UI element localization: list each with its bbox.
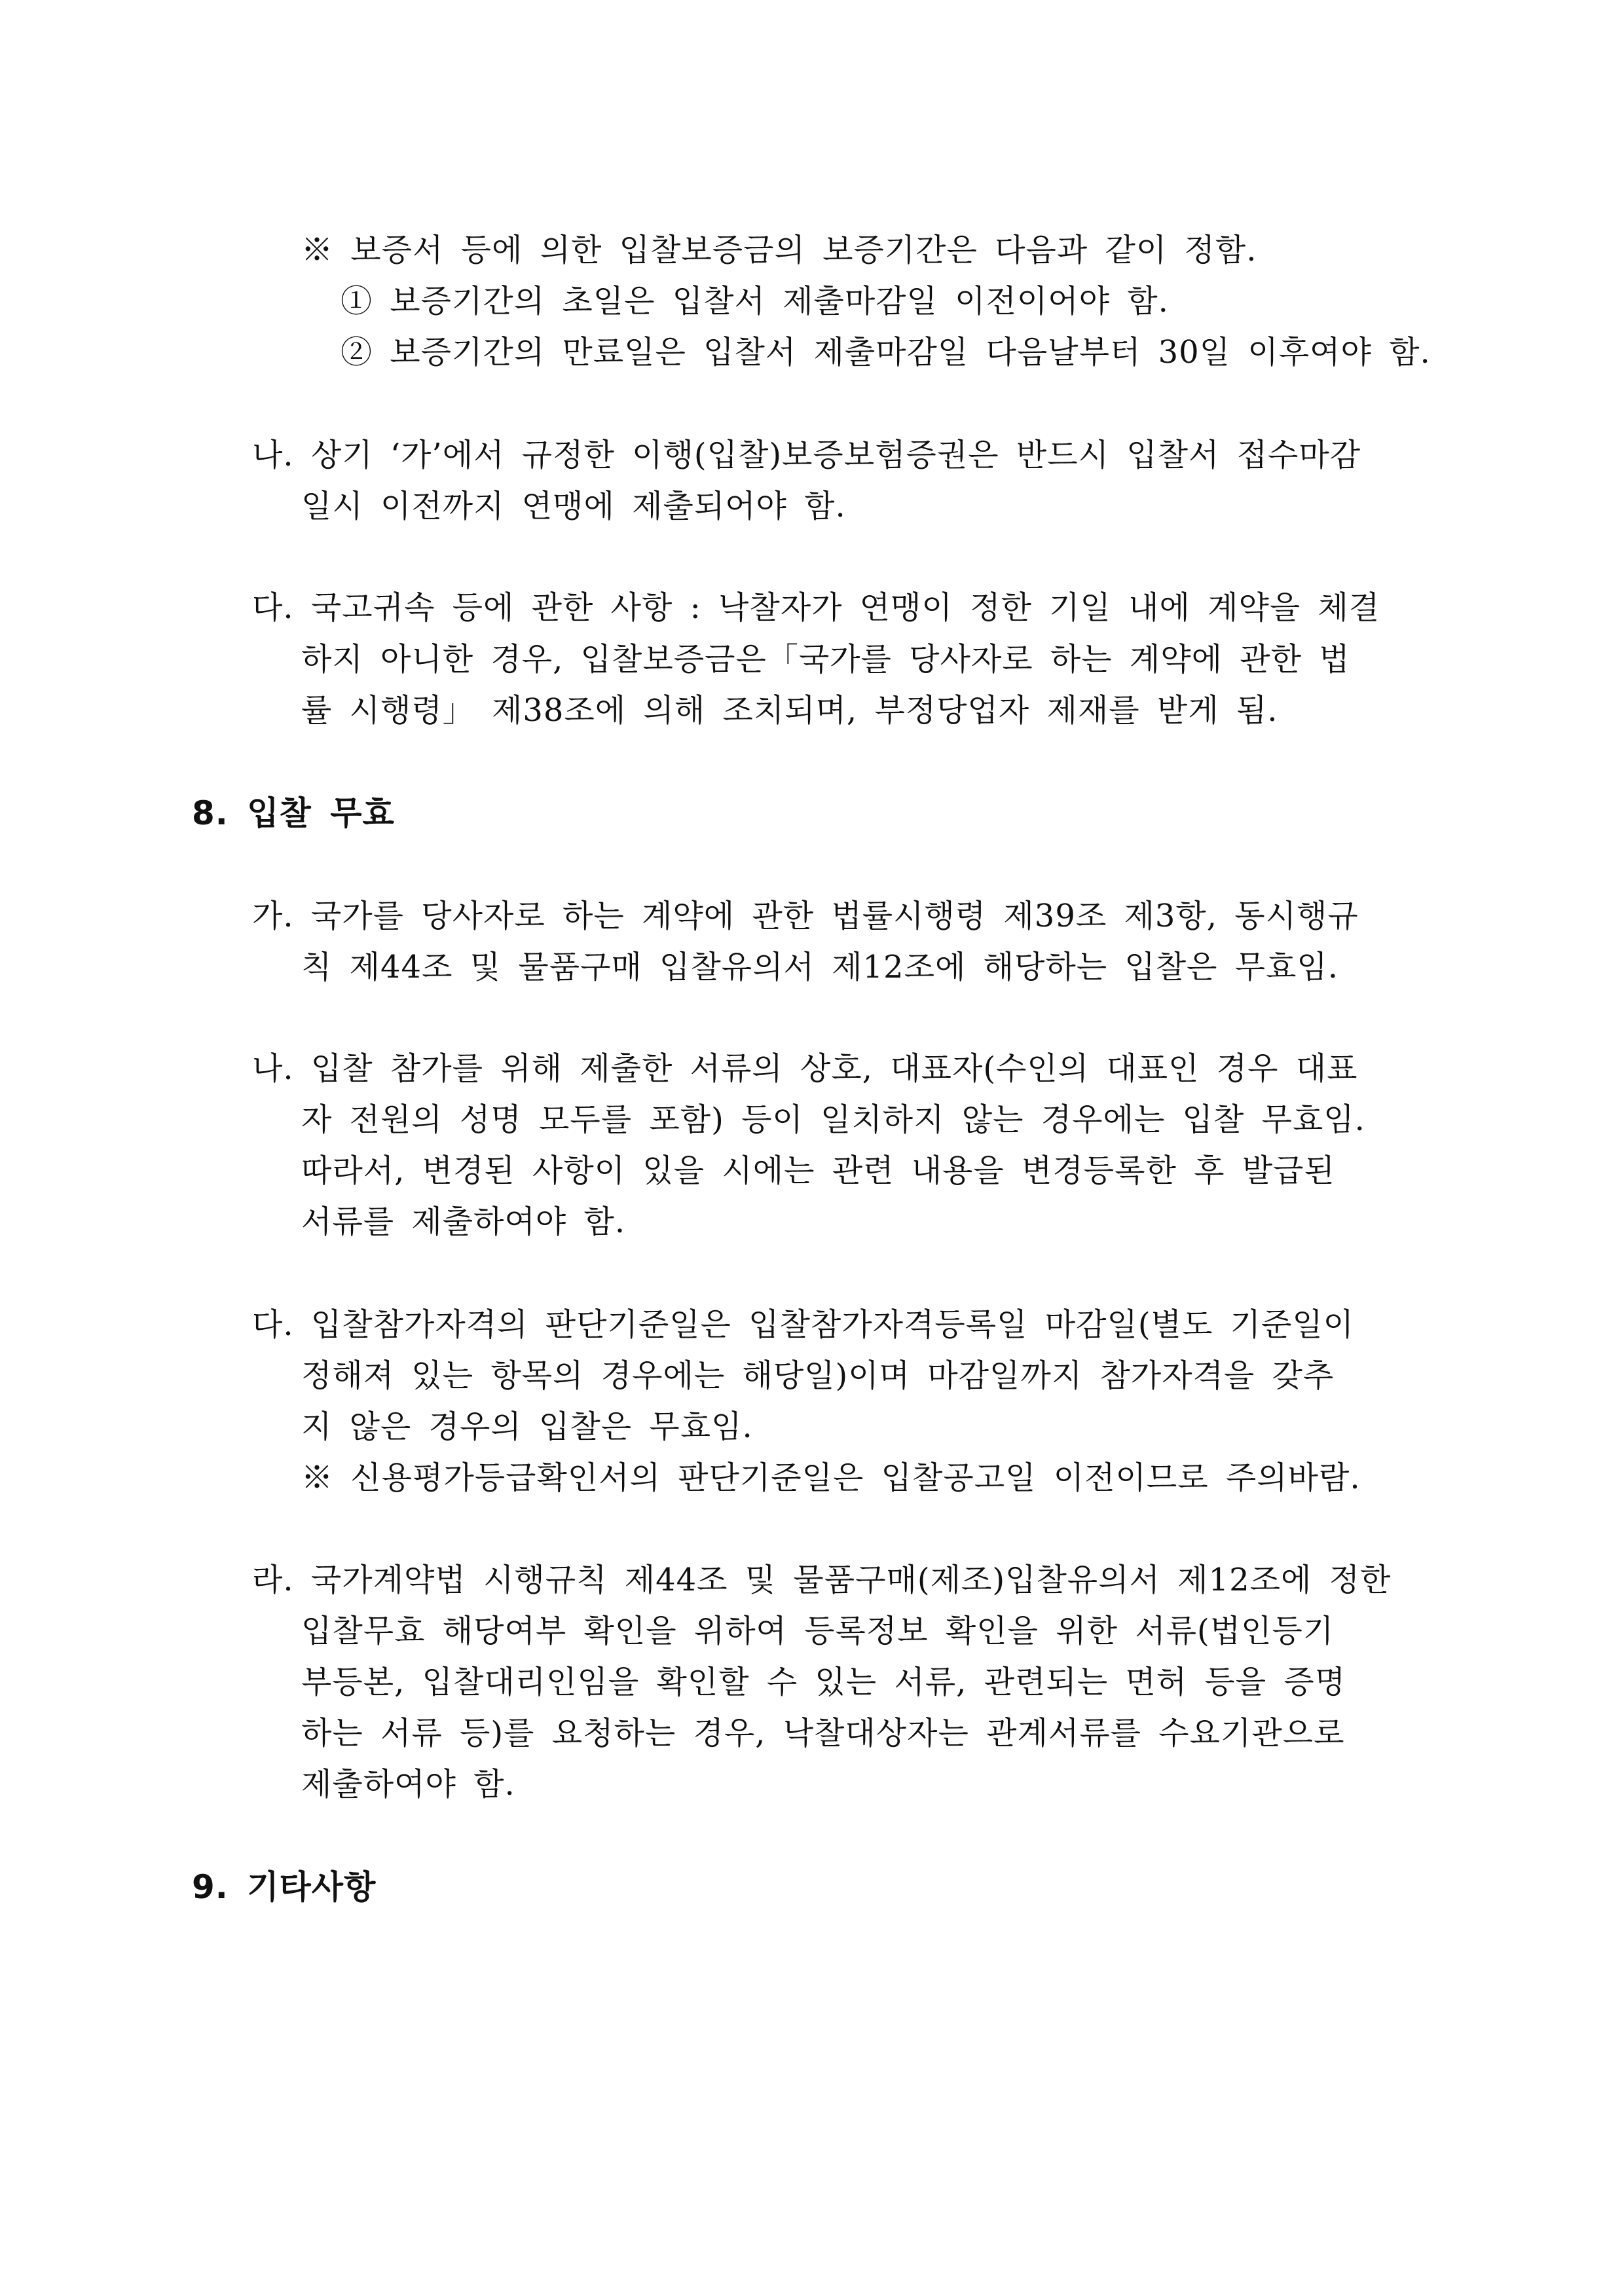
section7-item-da-line-2: 하지 아니한 경우, 입찰보증금은「국가를 당사자로 하는 계약에 관한 법 [301, 641, 1350, 678]
section8-title: 8. 입찰 무효 [192, 794, 395, 832]
section8-item-na-line-3: 따라서, 변경된 사항이 있을 시에는 관련 내용을 변경등록한 후 발급된 [301, 1152, 1335, 1189]
section8-item-da-line-1: 다. 입찰참가자격의 판단기준일은 입찰참가자격등록일 마감일(별도 기준일이 [252, 1306, 1355, 1343]
section8-item-na-line-2: 자 전원의 성명 모두를 포함) 등이 일치하지 않는 경우에는 입찰 무효임. [301, 1101, 1365, 1138]
section8-item-ra-line-2: 입찰무효 해당여부 확인을 위하여 등록정보 확인을 위한 서류(법인등기 [301, 1613, 1335, 1649]
section7-item-na-line-2: 일시 이전까지 연맹에 제출되어야 함. [301, 488, 846, 524]
section8-item-na-line-1: 나. 입찰 참가를 위해 제출한 서류의 상호, 대표자(수인의 대표인 경우 대표 [252, 1050, 1358, 1087]
section7-item-da-line-1: 다. 국고귀속 등에 관한 사항 : 낙찰자가 연맹이 정한 기일 내에 계약을 체결 [252, 589, 1380, 626]
section8-item-da-line-2: 정해져 있는 항목의 경우에는 해당일)이며 마감일까지 참가자격을 갖추 [301, 1357, 1335, 1394]
guarantee-note-item-1: ① 보증기간의 초일은 입찰서 제출마감일 이전이어야 함. [341, 283, 1169, 320]
section7-item-na-line-1: 나. 상기 ‘가’에서 규정한 이행(입찰)보증보험증권은 반드시 입찰서 접수마감 [252, 437, 1361, 473]
guarantee-note-item-2: ② 보증기간의 만료일은 입찰서 제출마감일 다음날부터 30일 이후여야 함. [341, 334, 1431, 371]
section9-title: 9. 기타사항 [192, 1868, 377, 1906]
section8-item-ga-line-2: 칙 제44조 및 물품구매 입찰유의서 제12조에 해당하는 입찰은 무효임. [301, 949, 1339, 985]
section8-item-ra-line-3: 부등본, 입찰대리인임을 확인할 수 있는 서류, 관련되는 면허 등을 증명 [301, 1664, 1346, 1700]
guarantee-note-heading: ※ 보증서 등에 의한 입찰보증금의 보증기간은 다음과 같이 정함. [301, 232, 1257, 268]
section8-item-ga-line-1: 가. 국가를 당사자로 하는 계약에 관한 법률시행령 제39조 제3항, 동시행규 [252, 898, 1359, 934]
section8-item-da-line-3: 지 않은 경우의 입찰은 무효임. [301, 1408, 753, 1445]
section8-item-ra-line-5: 제출하여야 함. [301, 1766, 515, 1803]
section7-item-da-line-3: 률 시행령」 제38조에 의해 조치되며, 부정당업자 제재를 받게 됨. [301, 692, 1278, 729]
section8-item-ra-line-1: 라. 국가계약법 시행규칙 제44조 및 물품구매(제조)입찰유의서 제12조에 정한 [252, 1562, 1392, 1598]
section8-item-na-line-4: 서류를 제출하여야 함. [301, 1203, 626, 1240]
section8-item-da-note: ※ 신용평가등급확인서의 판단기준일은 입찰공고일 이전이므로 주의바람. [301, 1460, 1361, 1496]
section8-item-ra-line-4: 하는 서류 등)를 요청하는 경우, 낙찰대상자는 관계서류를 수요기관으로 [301, 1715, 1345, 1752]
